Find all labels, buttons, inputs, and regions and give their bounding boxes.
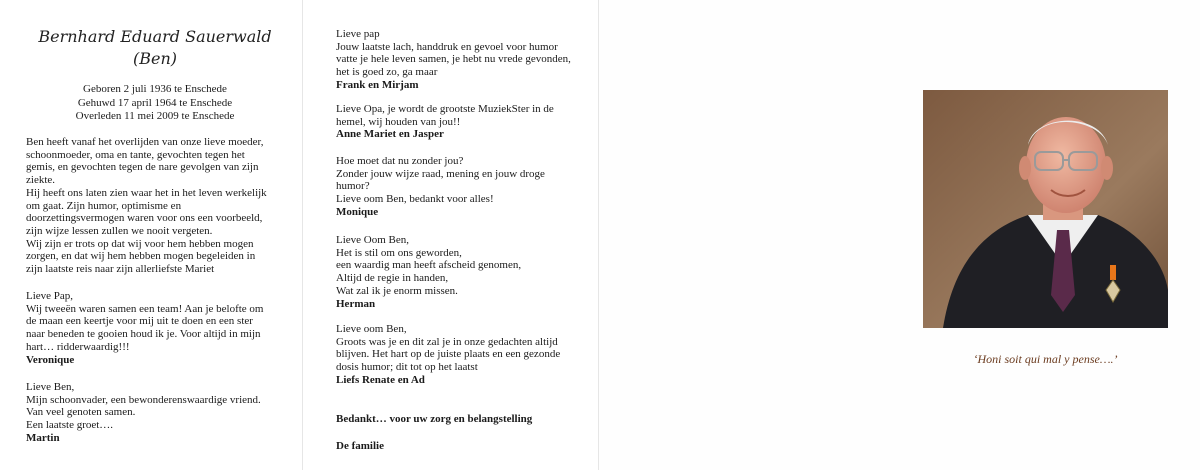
message-line: dosis humor; dit tot op het laatst [336,361,478,374]
message-veronique [26,290,298,366]
message-line: Altijd de regie in handen, [336,272,449,285]
message-signature: Liefs Renate en Ad [336,373,425,386]
text-line: doorzettingsvermogen waren voor ons een voorbeeld, [26,212,263,225]
text-line: zijn laatste reis naar zijn allerliefste Mariet [26,263,215,276]
birth-date: Geboren 2 juli 1936 te Enschede [83,83,227,95]
message-line: Lieve oom Ben, [336,323,407,335]
text-line: Wij zijn er trots op dat wij voor hem hebben mogen [26,237,254,250]
deceased-full-name: Bernhard Eduard Sauerwald [38,27,272,46]
motto-text: ‘Honi soit qui mal y pense….’ [973,352,1118,366]
message-line: Wij tweeën waren samen een team! Aan je belofte om [26,302,264,315]
text-line: om gaat. Zijn humor, optimisme en [26,199,182,212]
text-line: Ben heeft vanaf het overlijden van onze lieve moeder, [26,136,264,148]
text-line: ziekte. [26,174,56,187]
message-line: blijven. Het hart op de juiste plaats en een gezonde [336,348,561,361]
message-line: Lieve Opa, je wordt de grootste MuziekSter in de [336,103,554,115]
message-line: Lieve Pap, [26,290,74,302]
message-line: Een laatste groet…. [26,419,114,432]
text-line: schoonmoeder, oma en tante, gevochten tegen het [26,148,245,161]
message-line: Van veel genoten samen. [26,406,136,419]
message-line: Het is stil om ons geworden, [336,246,462,259]
marriage-date: Gehuwd 17 april 1964 te Enschede [77,96,233,109]
message-line: hart… ridderwaardig!!! [26,340,130,353]
message-monique [336,155,586,219]
message-line: Lieve oom Ben, bedankt voor alles! [336,193,494,206]
message-line: Wat zal ik je enorm missen. [336,284,458,297]
family-signature: De familie [336,440,384,452]
text-line: zijn wijze lessen zullen we nooit vergeten. [26,224,213,237]
message-martin [26,381,298,445]
text-line: zorgen, en dat wij hem hebben mogen begeleiden in [26,250,256,263]
text-line: gemis, en gevochten tegen de nare gevolgen van zijn [26,161,259,174]
message-line: Hoe moet dat nu zonder jou? [336,155,464,167]
message-anne-mariet-jasper [336,103,586,141]
message-line: naar beneden te gooien houd ik je. Voor altijd in mijn [26,328,261,341]
message-line: Groots was je en dit zal je in onze gedachten altijd [336,335,558,348]
death-date: Overleden 11 mei 2009 te Enschede [75,110,235,122]
message-signature: Monique [336,205,379,218]
message-signature: Martin [26,431,60,444]
message-signature: Herman [336,297,376,310]
message-line: Lieve Ben, [26,381,75,393]
message-line: Mijn schoonvader, een bewonderenswaardige vriend. [26,393,261,406]
message-line: het is goed zo, ga maar [336,66,438,79]
message-line: Zonder jouw wijze raad, mening en jouw droge [336,167,545,180]
message-frank-mirjam [336,28,586,92]
thanks-line: Bedankt… voor uw zorg en belangstelling [336,413,533,425]
message-line: Jouw laatste lach, handdruk en gevoel voor humor [336,40,558,53]
message-line: Lieve pap [336,28,380,40]
message-herman [336,234,586,310]
message-signature: Anne Mariet en Jasper [336,128,444,141]
message-line: hemel, wij houden van jou!! [336,115,461,128]
life-dates [20,83,290,124]
card-fold-line [598,0,599,470]
message-line: vatte je hele leven samen, je hebt nu vrede gevonden, [336,53,571,66]
message-line: humor? [336,180,370,193]
message-signature: Veronique [26,353,75,366]
deceased-nickname: (Ben) [132,49,177,68]
memorial-text [26,136,296,276]
portrait-photo [923,90,1168,328]
message-line: een waardig man heeft afscheid genomen, [336,259,522,272]
message-line: Lieve Oom Ben, [336,234,410,246]
deceased-name-block [20,26,290,70]
text-line: Hij heeft ons laten zien waar het in het leven werkelijk [26,186,267,199]
card-fold-line [302,0,303,470]
message-renate-ad [336,323,586,387]
message-line: de maan een keertje voor mij uit te doen en een ster [26,315,253,328]
message-signature: Frank en Mirjam [336,78,419,91]
